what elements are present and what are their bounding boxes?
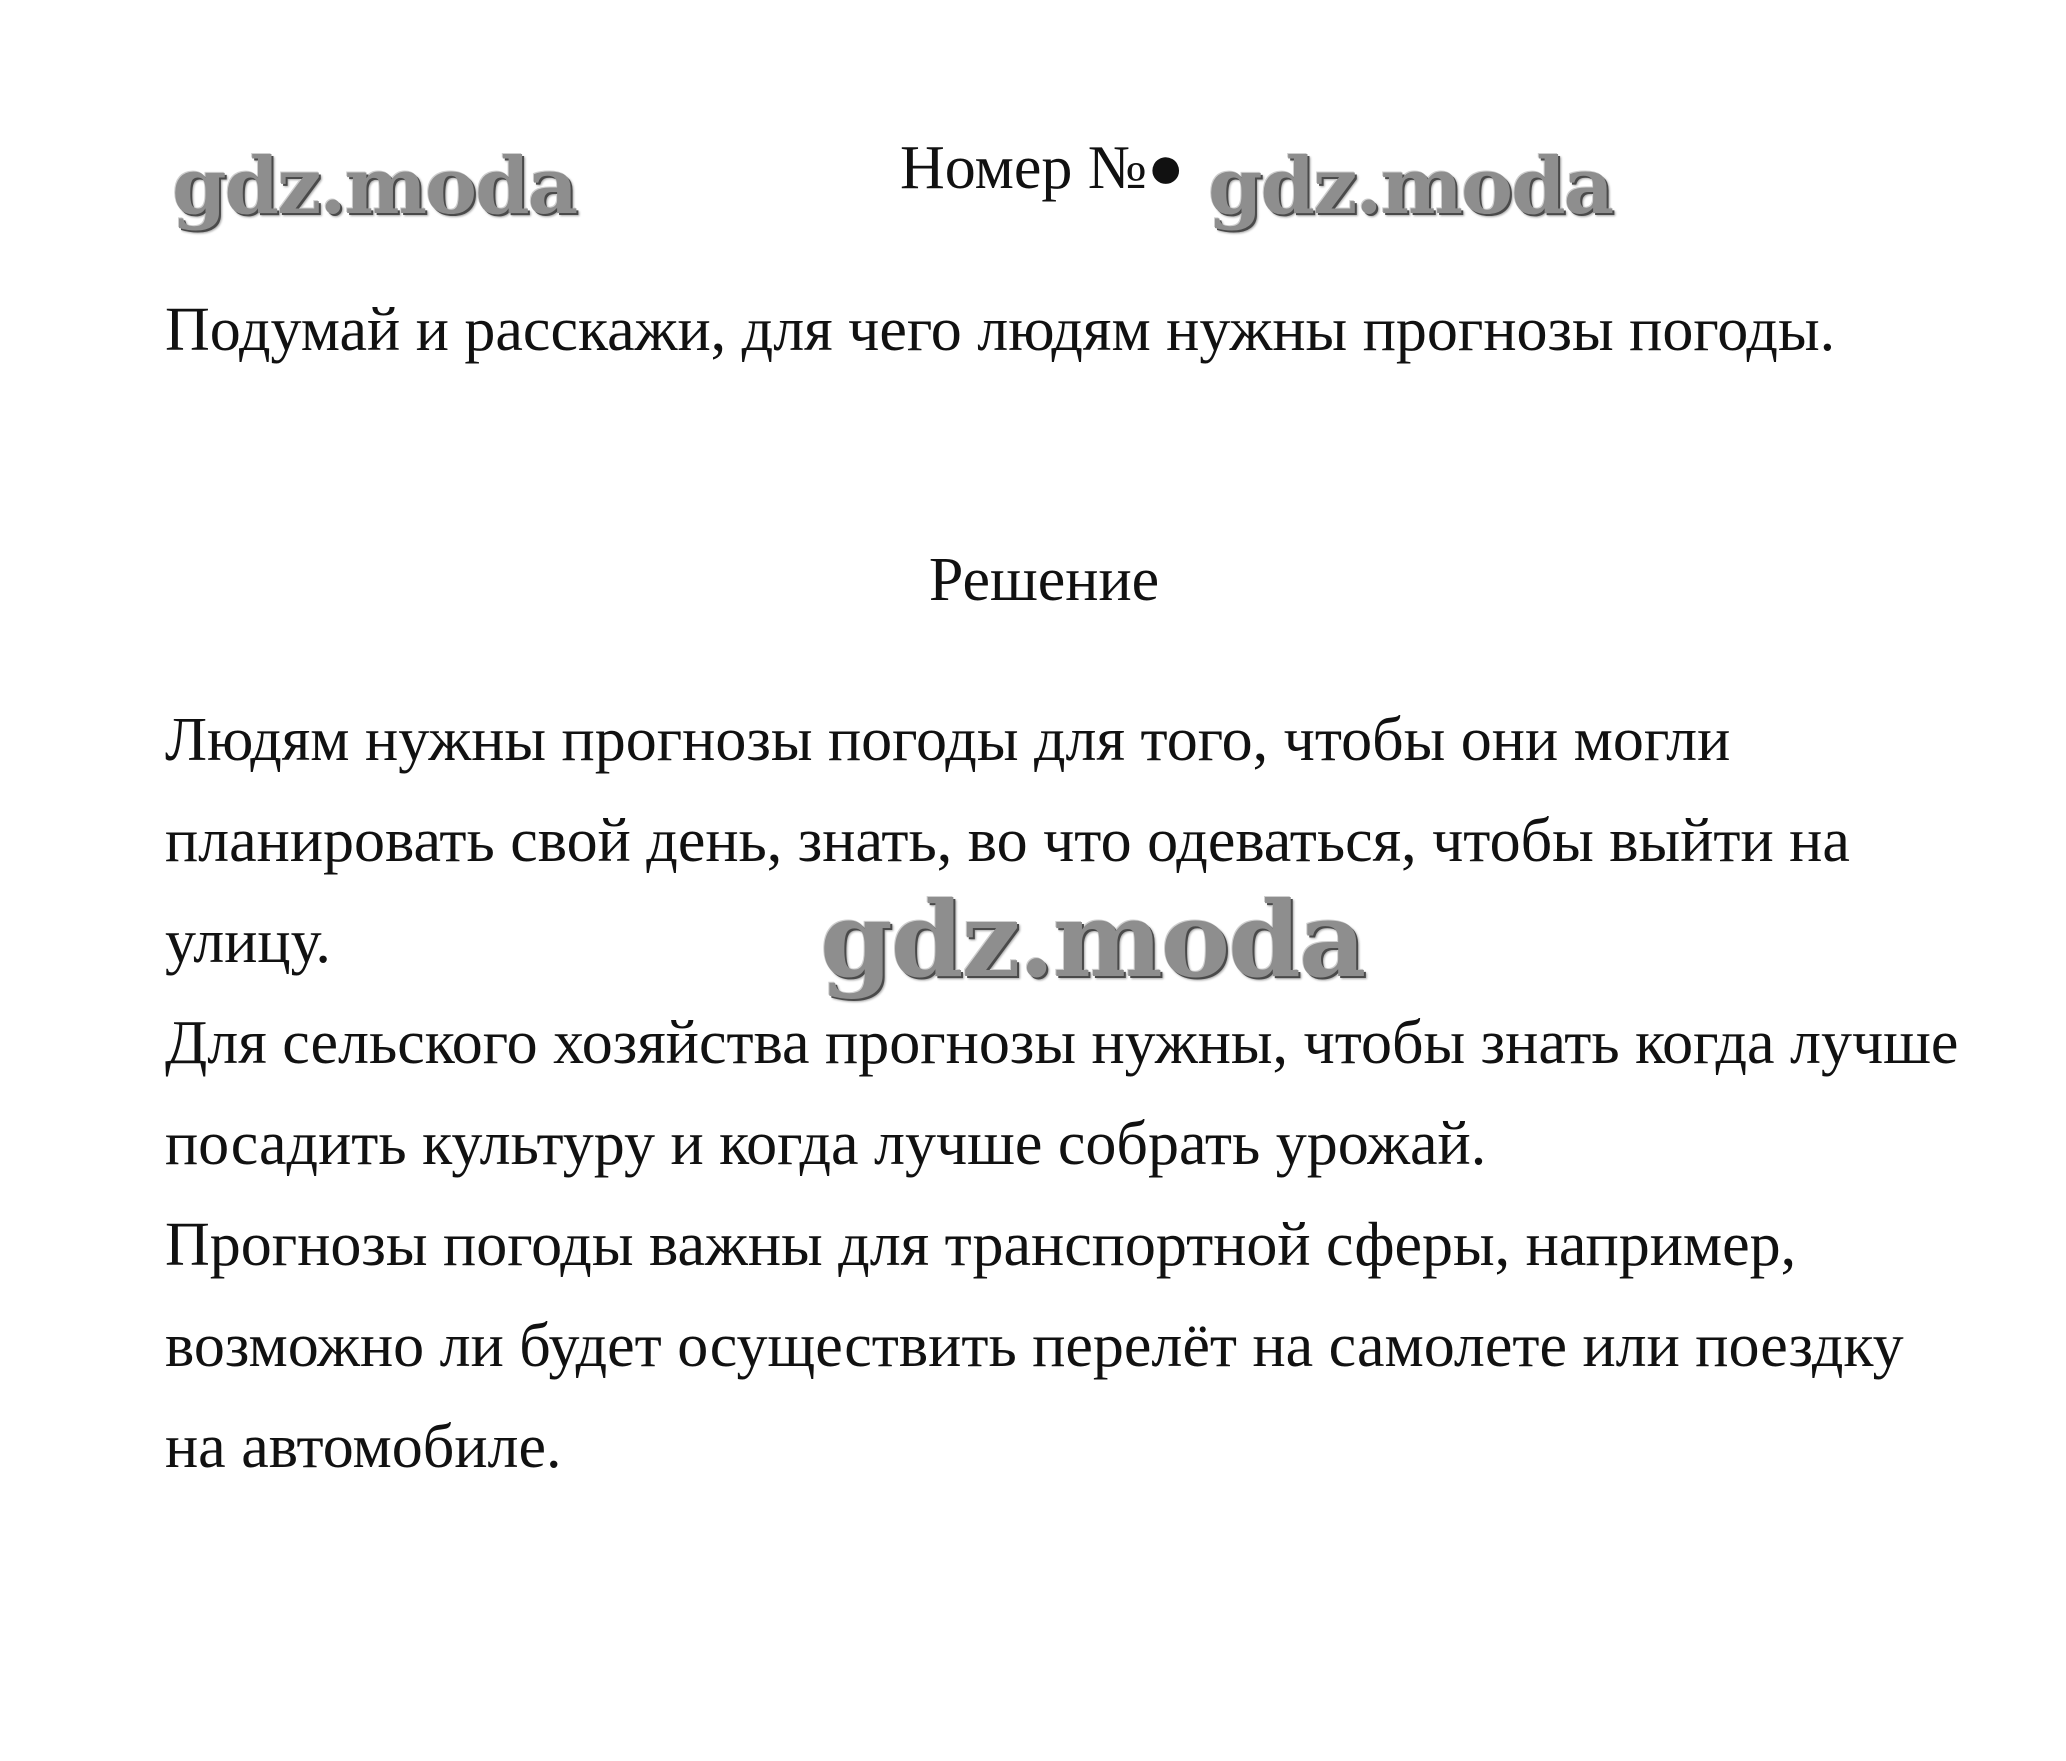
answer-paragraph: Для сельского хозяйства прогнозы нужны, чтобы знать когда лучше посадить культуру и когда лучше собрать урожай. bbox=[165, 1009, 1959, 1178]
watermark-logo: gdz.moda bbox=[1208, 141, 1613, 232]
solution-answer bbox=[165, 690, 1965, 1498]
solution-heading: Решение bbox=[928, 546, 1160, 614]
watermark-logo: gdz.moda bbox=[172, 141, 577, 232]
task-text: Подумай и расскажи, для чего людям нужны прогнозы погоды. bbox=[165, 296, 1836, 364]
answer-paragraph: Прогнозы погоды важны для транспортной сферы, например, возможно ли будет осуществить перелёт на самолете или поездку на автомобиле. bbox=[165, 1211, 1904, 1481]
page-title: Номер №● bbox=[900, 134, 1185, 202]
answer-paragraph: Людям нужны прогнозы погоды для того, чтобы они могли планировать свой день, знать, во что одеваться, чтобы выйти на улицу. bbox=[165, 706, 1850, 976]
watermark-logo: gdz.moda bbox=[820, 878, 1365, 1001]
